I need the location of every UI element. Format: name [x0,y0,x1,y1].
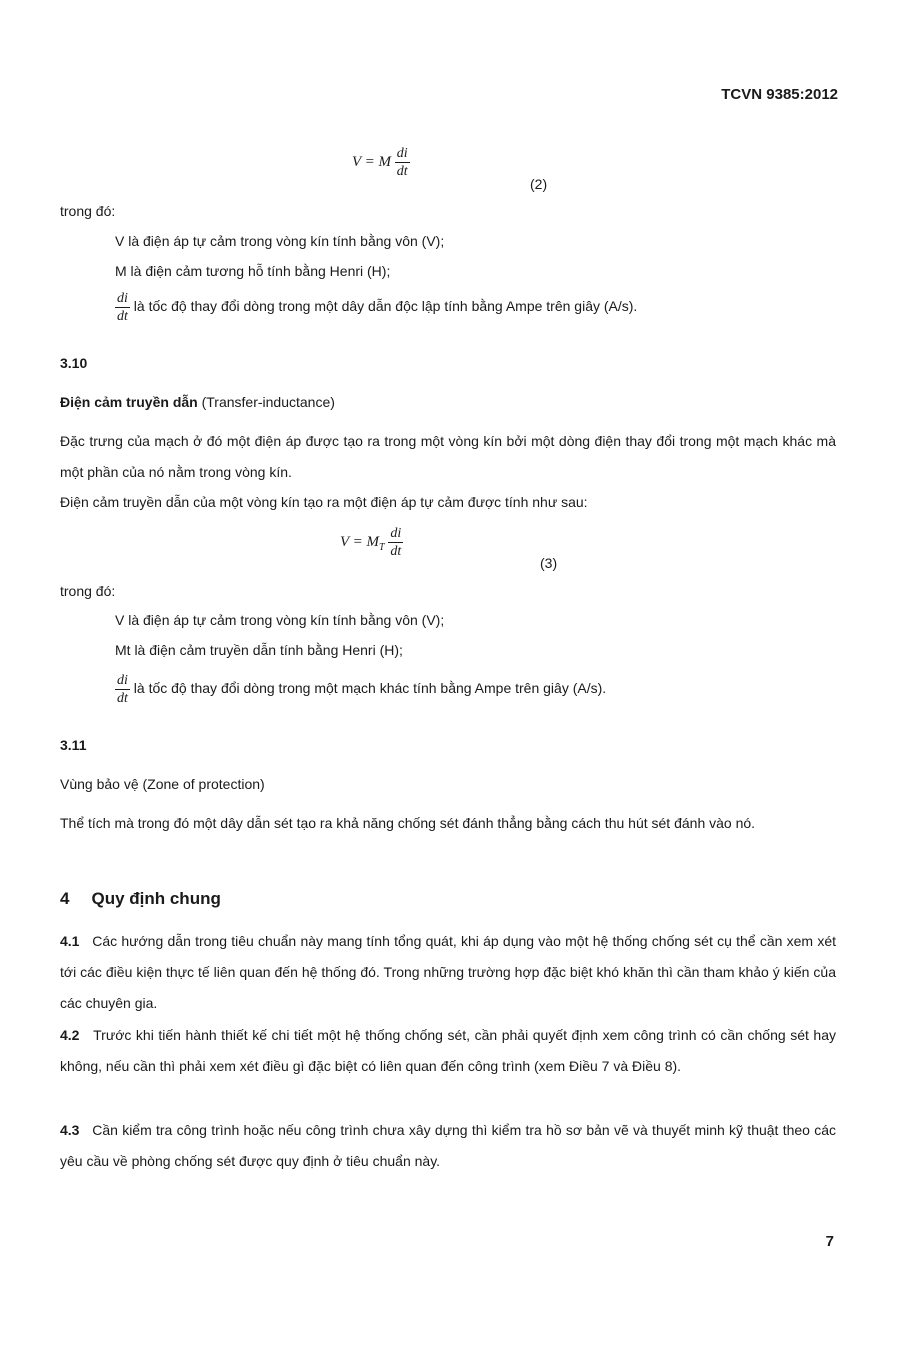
term-heading: Điện cảm truyền dẫn (Transfer-inductance) [60,394,335,410]
where-item-fraction-row [115,672,606,707]
where-item-fraction-row [115,290,637,325]
section-number: 3.10 [60,355,88,371]
term-definition: Thể tích mà trong đó một dây dẫn sét tạo ra khả năng chống sét đánh thẳng bằng cách thu hút sét đánh vào nó. [60,815,756,831]
where-item: V là điện áp tự cảm trong vòng kín tính bằng vôn (V); [115,233,445,249]
where-item: là tốc độ thay đổi dòng trong một mạch khác tính bằng Ampe trên giây (A/s). [133,680,607,697]
page-number: 7 [825,1233,834,1250]
where-item: Mt là điện cảm truyền dẫn tính bằng Henri (H); [115,642,403,658]
section-number: 3.11 [60,737,87,753]
equation-3: $V = M_T$ $\frac{di}{dt}$ [340,526,402,559]
paragraph: Điện cảm truyền dẫn của một vòng kín tạo ra một điện áp tự cảm được tính như sau: [60,494,588,510]
clause: 4.3 Cần kiểm tra công trình hoặc nếu công trình chưa xây dựng thì kiểm tra hồ sơ bản vẽ và thuyết minh kỹ thuật theo các yêu cầu về phòng chống sét được quy định ở tiêu chuẩn này. [60,1122,836,1169]
equation-2-number: (2) [530,176,548,192]
equation-3-number: (3) [540,555,558,571]
where-item: là tốc độ thay đổi dòng trong một dây dẫn độc lập tính bằng Ampe trên giây (A/s). [133,298,638,315]
equation-2-fraction: $\frac{di}{dt}$ [396,146,408,179]
term-heading: Vùng bảo vệ (Zone of protection) [60,776,265,792]
equation-3-fraction: $\frac{di}{dt}$ [390,526,402,559]
clause: 4.2 Trước khi tiến hành thiết kế chi tiết một hệ thống chống sét, cần phải quyết định xem công trình có cần chống sét hay không, nếu cần thì phải xem xét điều gì đặc biệt có liên quan đến công trình (xem Điều 7 và Điều 8). [60,1027,837,1074]
section-heading: 4 Quy định chung [60,889,221,908]
where-item: M là điện cảm tương hỗ tính bằng Henri (H); [115,263,391,279]
term-definition: Đặc trưng của mạch ở đó một điện áp được tạo ra trong một vòng kín bởi một dòng điện thay đổi trong một mạch khác mà một phần của nó nằm trong vòng kín. [60,433,836,480]
standard-code: TCVN 9385:2012 [721,86,838,103]
where-item: V là điện áp tự cảm trong vòng kín tính bằng vôn (V); [115,612,445,628]
equation-2: V = M $\frac{di}{dt}$ [352,146,408,179]
rate-fraction: $\frac{di}{dt}$ [117,673,128,706]
where-label: trong đó: [60,203,116,219]
clause: 4.1 Các hướng dẫn trong tiêu chuẩn này mang tính tổng quát, khi áp dụng vào một hệ thống chống sét cụ thể cần xem xét tới các điều kiện thực tế liên quan đến hệ thống đó. Trong những trường hợp đặc biệt khó khăn thì cần tham khảo ý kiến của các chuyên gia. [60,933,837,1011]
rate-fraction: $\frac{di}{dt}$ [117,291,128,324]
where-label: trong đó: [60,583,116,599]
